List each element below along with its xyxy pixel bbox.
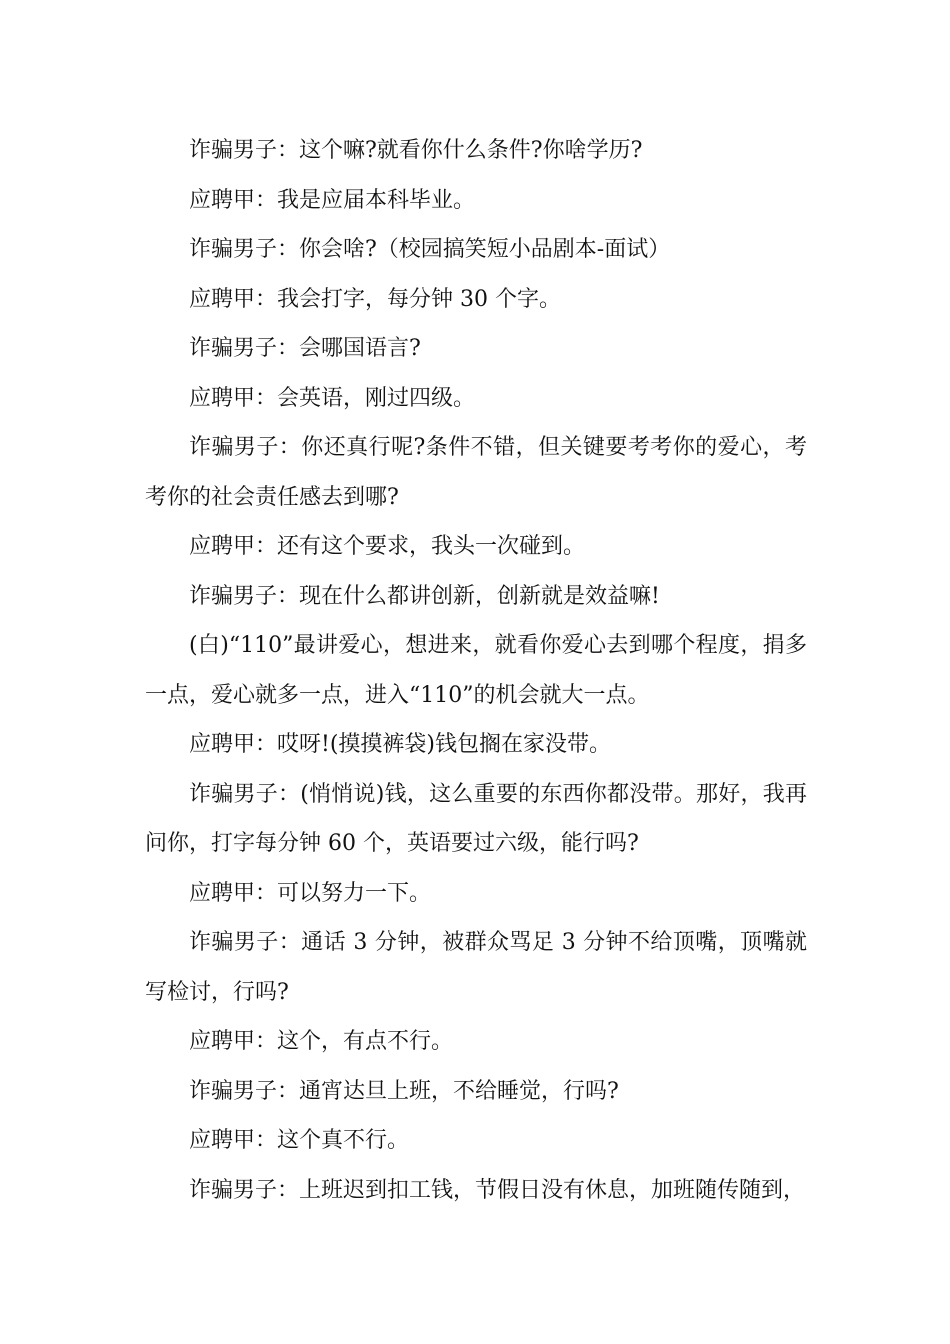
- paragraph-5: 诈骗男子：会哪国语言?: [189, 336, 421, 361]
- paragraph-12: 诈骗男子：(悄悄说)钱，这么重要的东西你都没带。那好，我再问你，打字每分钟 60 个，英语要过六级，能行吗?: [145, 781, 807, 856]
- paragraph-6: 应聘甲：会英语，刚过四级。: [189, 385, 476, 411]
- paragraph-7: 诈骗男子：你还真行呢?条件不错，但关键要考考你的爱心，考考你的社会责任感去到哪?: [145, 435, 807, 510]
- paragraph-11: 应聘甲：哎呀!(摸摸裤袋)钱包搁在家没带。: [189, 732, 612, 757]
- document-body: [145, 126, 807, 1215]
- paragraph-3: 诈骗男子：你会啥?（校园搞笑短小品剧本-面试）: [189, 237, 671, 262]
- paragraph-8: 应聘甲：还有这个要求，我头一次碰到。: [189, 534, 586, 559]
- paragraph-1: 诈骗男子：这个嘛?就看你什么条件?你啥学历?: [189, 138, 643, 163]
- paragraph-16: 诈骗男子：通宵达旦上班，不给睡觉，行吗?: [189, 1078, 619, 1104]
- paragraph-17: 应聘甲：这个真不行。: [189, 1128, 410, 1153]
- paragraph-14: 诈骗男子：通话 3 分钟，被群众骂足 3 分钟不给顶嘴，顶嘴就写检讨，行吗?: [145, 930, 807, 1005]
- paragraph-2: 应聘甲：我是应届本科毕业。: [189, 187, 476, 213]
- paragraph-15: 应聘甲：这个，有点不行。: [189, 1029, 454, 1054]
- paragraph-18: 诈骗男子：上班迟到扣工钱，节假日没有休息，加班随传随到，: [189, 1177, 806, 1203]
- paragraph-4: 应聘甲：我会打字，每分钟 30 个字。: [189, 286, 561, 312]
- paragraph-13: 应聘甲：可以努力一下。: [189, 880, 432, 906]
- paragraph-10: (白)“110”最讲爱心，想进来，就看你爱心去到哪个程度，捐多一点，爱心就多一点，进入“110”的机会就大一点。: [145, 633, 807, 708]
- paragraph-9: 诈骗男子：现在什么都讲创新，创新就是效益嘛!: [189, 583, 660, 609]
